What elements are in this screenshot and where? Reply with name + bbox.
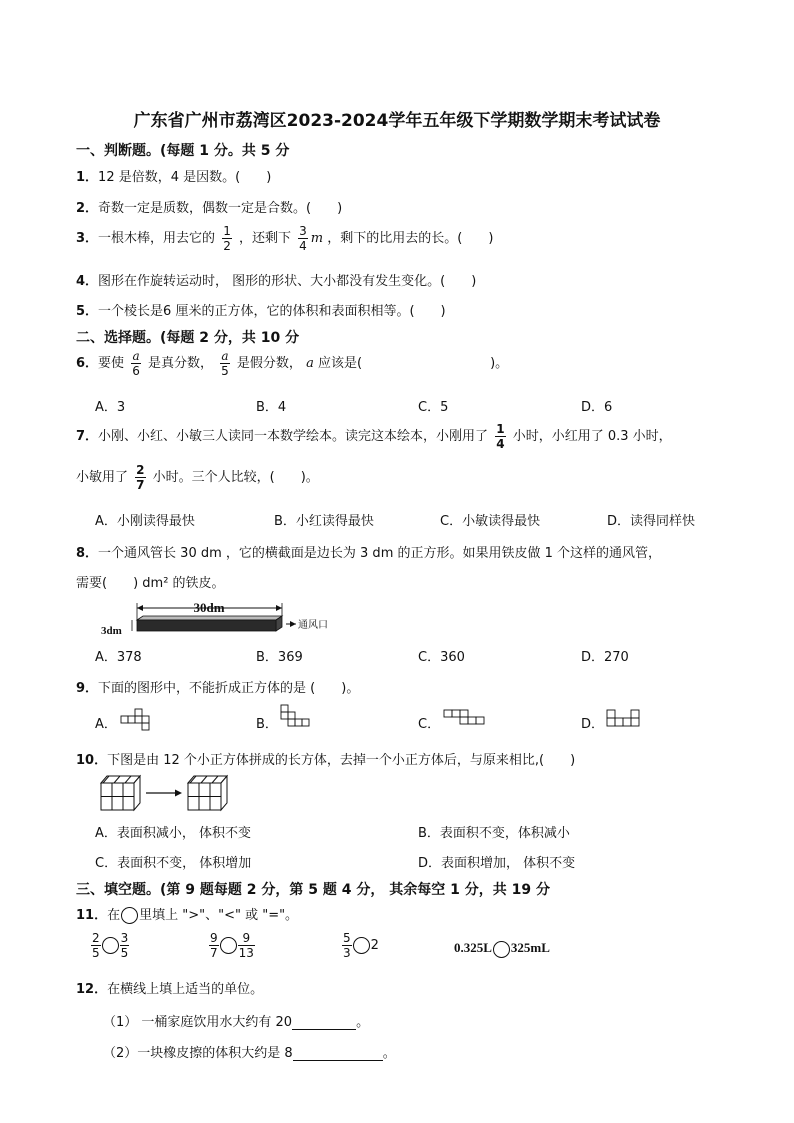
q9-net-c-icon xyxy=(443,708,493,732)
compare-circle-1[interactable] xyxy=(102,937,119,954)
question-3: 3．一根木棒，用去它的 $\frac{1}{2}$ ，还剩下 $\frac{3}{4}$ m ，剩下的比用去的长。( ) xyxy=(76,224,494,253)
q8-option-b[interactable]: B．369 xyxy=(256,650,303,665)
pipe-side-label: 3dm xyxy=(101,625,122,637)
q7-option-a[interactable]: A．小刚读得最快 xyxy=(95,514,195,529)
question-12: 12．在横线上填上适当的单位。 xyxy=(76,982,264,997)
q9-net-b-icon xyxy=(280,704,320,734)
q8-option-d[interactable]: D．270 xyxy=(581,650,629,665)
compare-item-2: $\frac{9}{7}$ $\frac{9}{13}$ xyxy=(210,931,254,960)
q9-option-a[interactable]: A． xyxy=(95,717,117,732)
q10-option-c[interactable]: C．表面积不变， 体积增加 xyxy=(95,856,252,871)
question-6: 6．要使 $\frac{a}{6}$ 是真分数， $\frac{a}{5}$ 是假分数， a 应该是( )。 xyxy=(76,349,509,378)
fraction-two-sevenths: $\frac{2}{7}$ xyxy=(136,463,145,492)
page-title: 广东省广州市荔湾区2023-2024学年五年级下学期数学期末考试试卷 xyxy=(133,111,661,131)
fraction-a-over-6: $\frac{a}{6}$ xyxy=(132,349,140,378)
pipe-length-label: 30dm xyxy=(193,600,225,615)
fraction-three-quarters: $\frac{3}{4}$ xyxy=(299,224,307,253)
vent-pipe-figure xyxy=(100,598,340,642)
q8-option-c[interactable]: C．360 xyxy=(418,650,465,665)
section-2-heading: 二、选择题。(每题 2 分，共 10 分 xyxy=(76,330,300,346)
fraction-a-over-5: $\frac{a}{5}$ xyxy=(221,349,229,378)
question-1: 1．12 是倍数，4 是因数。( ) xyxy=(76,170,272,185)
q6-option-b[interactable]: B．4 xyxy=(256,400,287,415)
q10-option-d[interactable]: D．表面积增加， 体积不变 xyxy=(418,856,576,871)
q7-option-c[interactable]: C．小敏读得最快 xyxy=(440,514,541,529)
q9-option-c[interactable]: C． xyxy=(418,717,441,732)
question-10: 10．下图是由 12 个小正方体拼成的长方体，去掉一个小正方体后，与原来相比,( ) xyxy=(76,753,576,768)
question-7-line-2: 小敏用了 $\frac{2}{7}$ 小时。三个人比较，( )。 xyxy=(76,463,319,492)
fraction-one-quarter: $\frac{1}{4}$ xyxy=(496,422,505,451)
q7-option-d[interactable]: D．读得同样快 xyxy=(607,514,696,529)
question-11: 11．在 里填上 ">"、"<" 或 "="。 xyxy=(76,908,299,923)
question-4: 4．图形在作旋转运动时， 图形的形状、大小都没有发生变化。( ) xyxy=(76,274,477,289)
unit-blank-1[interactable] xyxy=(292,1015,356,1030)
question-2: 2．奇数一定是质数，偶数一定是合数。( ) xyxy=(76,201,343,216)
question-5: 5．一个棱长是6 厘米的正方体，它的体积和表面积相等。( ) xyxy=(76,304,446,319)
q6-option-a[interactable]: A．3 xyxy=(95,400,126,415)
q9-net-d-icon xyxy=(605,708,647,732)
q9-net-a-icon xyxy=(120,708,160,732)
compare-circle-2[interactable] xyxy=(220,937,237,954)
q7-option-b[interactable]: B．小红读得最快 xyxy=(274,514,374,529)
fraction-one-half: $\frac{1}{2}$ xyxy=(223,224,231,253)
compare-item-3: $\frac{5}{3}$ 2 xyxy=(343,931,379,960)
compare-circle-icon xyxy=(121,907,138,924)
compare-item-4: 0.325L 325mL xyxy=(454,940,550,958)
section-3-heading: 三、填空题。(第 9 题每题 2 分，第 5 题 4 分， 其余每空 1 分，共 19 分 xyxy=(76,882,550,898)
question-8-line-1: 8．一个通风管长 30 dm ，它的横截面是边长为 3 dm 的正方形。如果用铁皮做 1 个这样的通风管， xyxy=(76,546,662,561)
unit-blank-2[interactable] xyxy=(293,1046,383,1061)
vent-label: 通风口 xyxy=(298,620,328,631)
q9-option-d[interactable]: D． xyxy=(581,717,605,732)
q6-option-d[interactable]: D．6 xyxy=(581,400,613,415)
compare-circle-4[interactable] xyxy=(493,941,510,958)
question-8-line-2: 需要( ) dm² 的铁皮。 xyxy=(76,576,225,591)
cuboid-transform-figure xyxy=(98,773,238,813)
q8-option-a[interactable]: A．378 xyxy=(95,650,142,665)
question-12-part-2: （2）一块橡皮擦的体积大约是 8 。 xyxy=(103,1046,396,1061)
question-9: 9．下面的图形中，不能折成正方体的是 ( )。 xyxy=(76,681,360,696)
q6-option-c[interactable]: C．5 xyxy=(418,400,449,415)
compare-circle-3[interactable] xyxy=(353,937,370,954)
q10-option-b[interactable]: B．表面积不变，体积减小 xyxy=(418,826,570,841)
q9-option-b[interactable]: B． xyxy=(256,717,278,732)
section-1-heading: 一、判断题。(每题 1 分。共 5 分 xyxy=(76,143,290,159)
question-12-part-1: （1） 一桶家庭饮用水大约有 20 。 xyxy=(103,1015,370,1030)
q10-option-a[interactable]: A．表面积减小， 体积不变 xyxy=(95,826,252,841)
question-7-line-1: 7．小刚、小红、小敏三人读同一本数学绘本。读完这本绘本，小刚用了 $\frac{1}{4}$ 小时，小红用了 0.3 小时， xyxy=(76,422,672,451)
compare-item-1: $\frac{2}{5}$ $\frac{3}{5}$ xyxy=(92,931,129,960)
